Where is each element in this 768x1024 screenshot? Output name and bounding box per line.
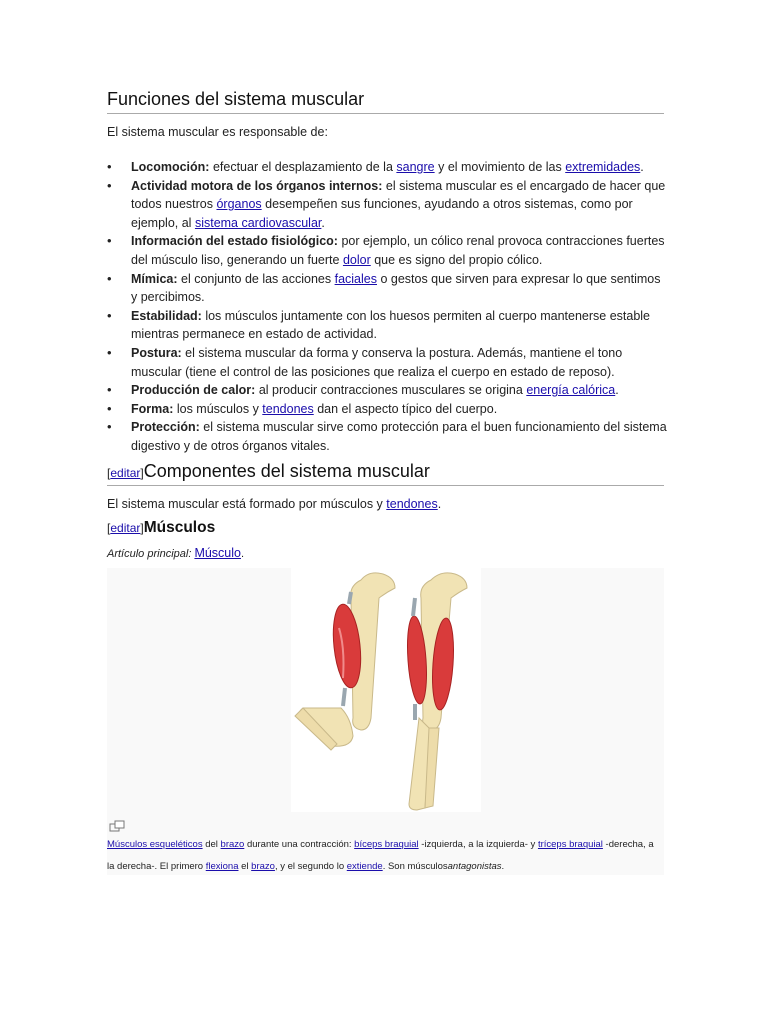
text-run: y el movimiento de las bbox=[434, 160, 566, 174]
list-item bbox=[107, 232, 667, 269]
list-item-term: Protección: bbox=[131, 420, 200, 435]
intro-paragraph: El sistema muscular es responsable de: bbox=[107, 125, 328, 139]
list-item bbox=[107, 381, 667, 400]
text-run: . bbox=[501, 861, 505, 872]
list-item bbox=[107, 270, 667, 307]
right-arm-illustration bbox=[405, 573, 467, 810]
tendones-link[interactable]: tendones bbox=[386, 497, 438, 511]
list-item bbox=[107, 177, 667, 233]
text-run: durante una contracción: bbox=[244, 839, 355, 850]
inline-link[interactable]: Músculos esqueléticos bbox=[107, 839, 203, 850]
text-run: . bbox=[615, 383, 619, 398]
text-run: al producir contracciones musculares se origina bbox=[255, 383, 527, 398]
text-run: . bbox=[321, 215, 325, 230]
section-heading-componentes bbox=[107, 461, 664, 486]
text-run: desempeñen sus funciones, ayudando a otros sistemas, como por ejemplo, al bbox=[131, 197, 633, 230]
edit-section-link[interactable]: [editar] bbox=[107, 466, 144, 480]
text-run: efectuar el desplazamiento de la bbox=[209, 160, 397, 174]
inline-link[interactable]: extremidades bbox=[565, 160, 641, 174]
enlarge-icon[interactable] bbox=[109, 820, 125, 832]
subsection-heading-musculos bbox=[107, 519, 215, 537]
componentes-paragraph: El sistema muscular está formado por músculos y tendones. bbox=[107, 497, 442, 511]
functions-list bbox=[107, 158, 667, 456]
text-run: dan el aspecto típico del cuerpo. bbox=[313, 401, 498, 416]
inline-link[interactable]: sistema cardiovascular bbox=[194, 215, 322, 230]
inline-link[interactable]: bíceps braquial bbox=[354, 839, 419, 850]
list-item-term: Información del estado fisiológico: bbox=[131, 234, 338, 249]
text-run: el bbox=[238, 861, 252, 872]
text-run: los músculos juntamente con los huesos permiten al cuerpo mantenerse estable mientras permanece en estado de actividad. bbox=[131, 308, 651, 342]
inline-link[interactable]: extiende bbox=[346, 861, 383, 872]
list-item bbox=[107, 400, 667, 419]
text-run: -izquierda, a la izquierda- y bbox=[418, 839, 538, 850]
arm-muscles-illustration[interactable] bbox=[291, 568, 481, 812]
inline-link[interactable]: tendones bbox=[262, 401, 314, 416]
list-item-term: Producción de calor: bbox=[131, 383, 256, 398]
musculo-link[interactable]: Músculo bbox=[194, 546, 241, 560]
inline-link[interactable]: brazo bbox=[251, 861, 275, 872]
section-title: Componentes del sistema muscular bbox=[143, 461, 430, 481]
inline-link[interactable]: sangre bbox=[396, 160, 435, 174]
list-item-term: Locomoción: bbox=[131, 160, 210, 174]
text-run: el sistema muscular sirve como protección para el buen funcionamiento del sistema digestivo y de otros órganos vitales. bbox=[131, 420, 667, 453]
inline-link[interactable]: dolor bbox=[342, 252, 371, 267]
list-item-term: Forma: bbox=[131, 401, 174, 416]
text-run: el conjunto de las acciones bbox=[177, 271, 335, 286]
section-heading-funciones: Funciones del sistema muscular bbox=[107, 89, 664, 114]
text-run: del bbox=[202, 839, 221, 850]
text-run: o gestos que sirven para expresar lo que sentimos y percibimos. bbox=[131, 271, 661, 305]
list-item bbox=[107, 418, 667, 455]
text-run: -derecha, a la derecha-. El primero bbox=[107, 839, 654, 872]
text-run: que es signo del propio cólico. bbox=[370, 252, 543, 267]
list-item-term: Estabilidad: bbox=[131, 308, 202, 323]
left-arm-illustration bbox=[295, 573, 395, 750]
inline-link[interactable]: faciales bbox=[334, 271, 377, 286]
inline-link[interactable]: órganos bbox=[216, 197, 262, 212]
inline-link[interactable]: brazo bbox=[220, 839, 245, 850]
inline-link[interactable]: flexiona bbox=[205, 861, 239, 872]
text-run: el sistema muscular da forma y conserva la postura. Además, mantiene el tono muscular (tiene el control de las posiciones que realiza el cuerpo en estado de reposo). bbox=[131, 345, 623, 379]
inline-link[interactable]: tríceps braquial bbox=[537, 839, 603, 850]
main-article-note: Artículo principal: Músculo. bbox=[107, 546, 245, 560]
text-run: el sistema muscular es el encargado de hacer que todos nuestros bbox=[131, 178, 666, 212]
subsection-title: Músculos bbox=[143, 519, 216, 536]
list-item bbox=[107, 158, 667, 177]
text-run: los músculos y bbox=[173, 401, 263, 416]
list-item-term: Actividad motora de los órganos internos: bbox=[131, 178, 383, 193]
italic-text: antagonistas bbox=[447, 861, 502, 872]
inline-link[interactable]: energía calórica bbox=[526, 383, 616, 398]
text-run: . bbox=[640, 160, 644, 174]
list-item-term: Mímica: bbox=[131, 271, 178, 286]
list-item bbox=[107, 307, 667, 344]
figure-thumbnail bbox=[107, 568, 664, 875]
text-run: , y el segundo lo bbox=[274, 861, 347, 872]
list-item bbox=[107, 344, 667, 381]
list-item-term: Postura: bbox=[131, 345, 182, 360]
text-run: . Son músculos bbox=[382, 861, 448, 872]
figure-caption bbox=[107, 834, 662, 878]
edit-subsection-link[interactable]: [editar] bbox=[107, 521, 144, 535]
text-run: por ejemplo, un cólico renal provoca contracciones fuertes del músculo liso, generando un fuerte bbox=[131, 234, 665, 267]
